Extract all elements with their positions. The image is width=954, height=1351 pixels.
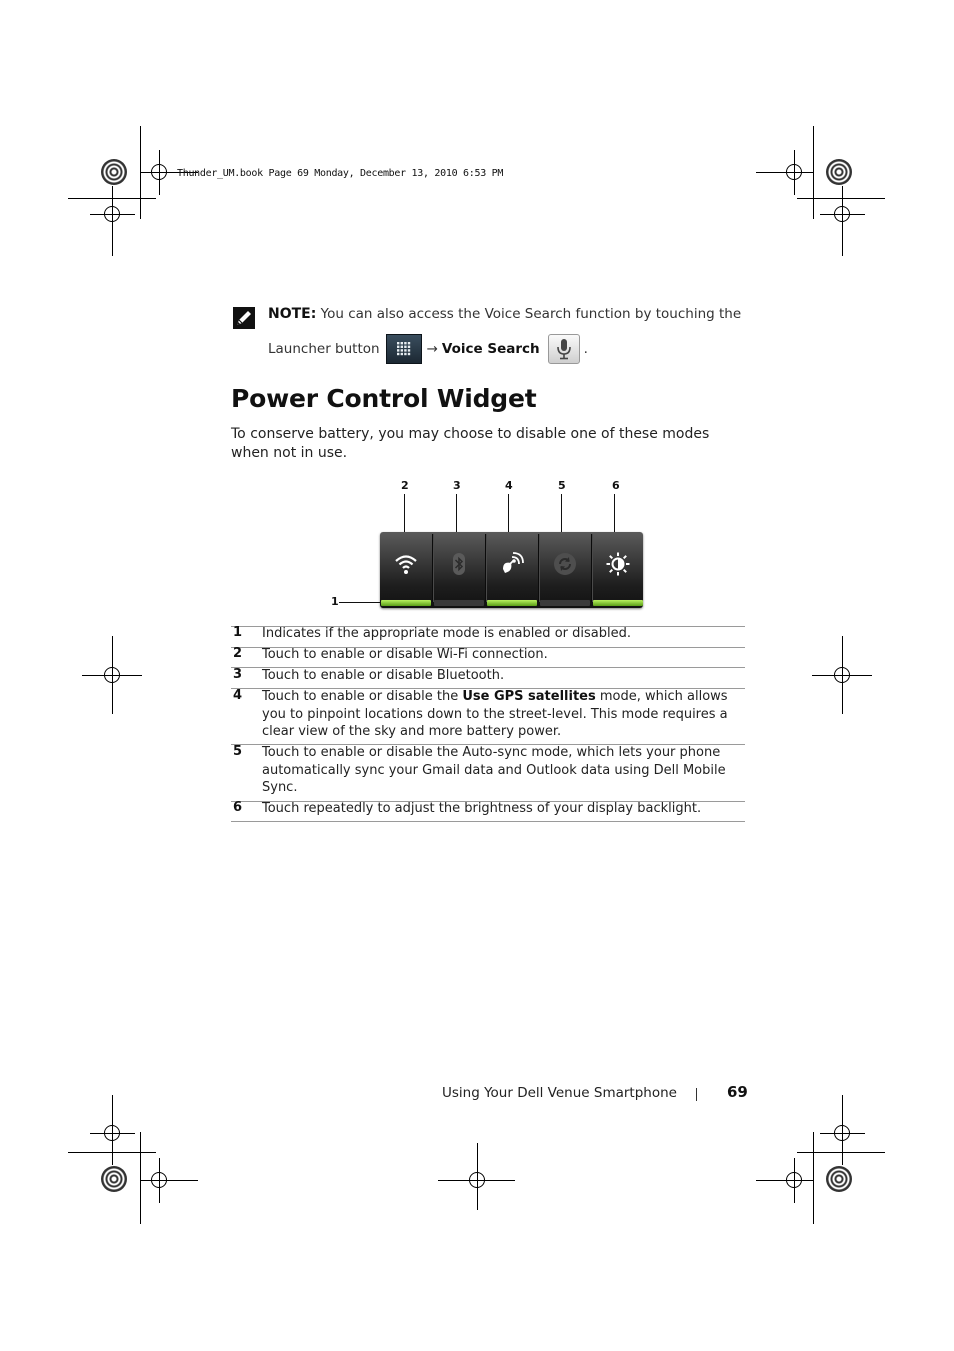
bluetooth-icon (446, 551, 472, 577)
row-description: Touch to enable or disable Bluetooth. (262, 668, 505, 683)
callout-1: 1 (331, 595, 339, 608)
row-description: Touch to enable or disable Wi-Fi connection. (262, 647, 548, 662)
crosshair-icon (786, 164, 802, 180)
wifi-status-bar (381, 600, 431, 606)
crosshair-icon (151, 1172, 167, 1188)
section-title: Power Control Widget (231, 384, 537, 413)
print-header-stamp: Thunder_UM.book Page 69 Monday, December 13, 2010 6:53 PM (177, 168, 504, 179)
callout-3: 3 (453, 479, 461, 492)
row-description: Indicates if the appropriate mode is enabled or disabled. (262, 626, 631, 641)
arrow-glyph: → (426, 341, 438, 357)
note-period: . (583, 341, 588, 357)
voice-search-label: Voice Search (441, 341, 540, 357)
row-number: 6 (233, 800, 243, 815)
note-text: You can also access the Voice Search function by touching the (320, 306, 742, 322)
page-number: 69 (727, 1083, 748, 1101)
row-number: 2 (233, 646, 243, 661)
callout-6: 6 (612, 479, 620, 492)
row-description: Touch repeatedly to adjust the brightness of your display backlight. (262, 801, 702, 816)
crop-target-icon (101, 159, 127, 185)
wifi-icon (393, 551, 419, 577)
microphone-icon (548, 334, 580, 364)
brightness-toggle[interactable] (592, 532, 643, 608)
wifi-toggle[interactable] (380, 532, 432, 608)
row-description: Touch to enable or disable the Auto-sync mode, which lets your phone automatically sync your Gmail data and Outlook data using Dell Mobile Sync. (262, 745, 726, 795)
crosshair-icon (151, 164, 167, 180)
footer-separator (696, 1088, 697, 1101)
crosshair-icon (469, 1172, 485, 1188)
launcher-button-icon (386, 334, 422, 364)
crosshair-icon (786, 1172, 802, 1188)
gps-toggle[interactable] (486, 532, 538, 608)
note-pencil-icon (233, 307, 255, 329)
footer-chapter-title: Using Your Dell Venue Smartphone (442, 1085, 677, 1101)
note-label: NOTE: (268, 306, 317, 322)
gps-status-bar (487, 600, 537, 606)
brightness-icon (605, 551, 631, 577)
crop-target-icon (826, 1166, 852, 1192)
sync-status-bar (540, 600, 590, 606)
gps-icon (499, 551, 525, 577)
row-number: 3 (233, 667, 243, 682)
sync-toggle[interactable] (539, 532, 591, 608)
row-number: 1 (233, 625, 243, 640)
note-text-line1 (268, 306, 741, 322)
crop-target-icon (826, 159, 852, 185)
crosshair-icon (834, 667, 850, 683)
callout-5: 5 (558, 479, 566, 492)
gps-mode-label: Use GPS satellites (462, 689, 596, 704)
row-number: 5 (233, 744, 243, 759)
crosshair-icon (104, 206, 120, 222)
crosshair-icon (104, 667, 120, 683)
crosshair-icon (834, 206, 850, 222)
sync-icon (552, 551, 578, 577)
crosshair-icon (834, 1125, 850, 1141)
bluetooth-toggle[interactable] (433, 532, 485, 608)
row-number: 4 (233, 688, 243, 703)
power-control-widget (380, 532, 643, 608)
row-description (262, 688, 740, 741)
callout-4: 4 (505, 479, 513, 492)
note-text-line2 (268, 333, 588, 365)
crosshair-icon (104, 1125, 120, 1141)
crop-target-icon (101, 1166, 127, 1192)
callout-2: 2 (401, 479, 409, 492)
row-text-post: mode, which allows you to pinpoint locations down to the street-level. This mode requires a clear view of the sky and more battery power. (262, 689, 728, 739)
brightness-status-bar (593, 600, 643, 606)
note-launcher-text: Launcher button (268, 341, 380, 357)
bluetooth-status-bar (434, 600, 484, 606)
intro-paragraph: To conserve battery, you may choose to disable one of these modes when not in use. (231, 426, 710, 461)
row-text-pre: Touch to enable or disable the (262, 689, 463, 704)
